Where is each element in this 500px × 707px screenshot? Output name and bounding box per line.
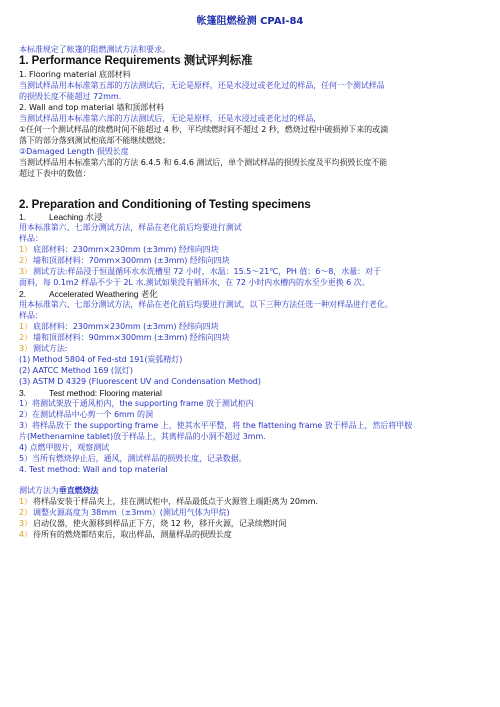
weathering-number: 2. xyxy=(19,289,26,299)
weathering-item-3 xyxy=(19,344,67,354)
leaching-item-1-text: 底部材料：230mm×230mm (±3mm) 经纬向四块 xyxy=(33,245,219,254)
weathering-item-1-text: 底部材料：230mm×230mm (±3mm) 经纬向四块 xyxy=(33,322,219,331)
vertical-method-name: 垂直燃烧法 xyxy=(58,486,99,495)
vertical-step-1-number: 1） xyxy=(19,497,32,506)
leaching-intro-a: 用本标准第六、七部分测试方法，样品在老化前后均要进行测试 xyxy=(19,223,242,232)
vertical-step-4-text: 待所有的燃烧都结束后，取出样品，测量样品的损毁长度 xyxy=(33,530,232,539)
weathering-intro-b: 样品： xyxy=(19,311,43,320)
wall-text: 当测试样品用本标准第六部的方法测试后，无论是原样，还是水浸过或老化过的样品， xyxy=(19,114,322,123)
criterion-2-text-b: 超过下表中的数值： xyxy=(19,169,91,178)
intro-text: 本标准规定了帐篷的阻燃测试方法和要求。 xyxy=(19,45,171,54)
vertical-step-3-number: 3） xyxy=(19,519,32,528)
weathering-heading xyxy=(19,289,158,299)
criterion-2-label: ②Damaged Length 损毁长度 xyxy=(19,147,129,156)
weathering-item-3-text: 测试方法: xyxy=(33,344,68,353)
flooring-step-5: 5）当所有燃烧停止后，通风，测试样品的损毁长度，记录数据。 xyxy=(19,454,247,463)
wall-label: 2. Wall and top material 墙和顶部材料 xyxy=(19,103,165,112)
leaching-item-1-number: 1） xyxy=(19,245,32,254)
doc-title: 帐篷阻燃检测 CPAI-84 xyxy=(196,16,304,27)
weathering-item-2-text: 墙和顶部材料：90mm×300mm (±3mm) 经纬向四块 xyxy=(33,333,230,342)
flooring-step-2: 2）在测试样品中心剪一个 6mm 的洞 xyxy=(19,410,153,419)
weathering-item-1-number: 1） xyxy=(19,322,32,331)
flooring-step-3-a: 3）将样品放于 the supporting frame 上，使其水平平整，将 the flattening frame 放于样品上，然后将甲胺 xyxy=(19,421,413,430)
weathering-item-2-number: 2） xyxy=(19,333,32,342)
criterion-2-text-a: 当测试样品用本标准第六部的方法 6.4.5 和 6.4.6 测试后，单个测试样品的损毁长度及平均损毁长度不能 xyxy=(19,158,388,167)
weathering-method-2: (2) AATCC Method 169 (氙灯) xyxy=(19,366,133,375)
leaching-number: 1. xyxy=(19,212,26,222)
flooring-text-b: 的损毁长度不能超过 72mm. xyxy=(19,92,122,101)
wall-test-heading: 4. Test method: Wall and top material xyxy=(19,465,168,474)
flooring-label: 1. Flooring material 底部材料 xyxy=(19,70,131,79)
weathering-label: Accelerated Weathering 老化 xyxy=(49,289,158,299)
flooring-step-3-b: 片(Methenamine tablet)放于样品上，其离样品的小洞不超过 3mm. xyxy=(19,432,266,441)
weathering-method-1: (1) Method 5804 of Fed-std 191(炭弧精灯) xyxy=(19,355,183,364)
vertical-step-4 xyxy=(19,530,232,540)
leaching-intro-b: 样品： xyxy=(19,234,43,243)
flooring-test-number: 3. xyxy=(19,388,26,398)
flooring-step-1: 1）将测试架放于通风柜内，the supporting frame 放于测试柜内 xyxy=(19,399,254,408)
weathering-method-3: (3) ASTM D 4329 (Fluorescent UV and Condensation Method) xyxy=(19,377,261,386)
weathering-item-1 xyxy=(19,322,219,332)
vertical-step-3 xyxy=(19,519,287,529)
leaching-item-3-text-a: 测试方法:样品浸于恒温循环水水洗槽里 72 小时，水温：15.5～21℃，PH 值：6～8，水量：对于 xyxy=(33,267,381,276)
vertical-step-1-text: 将样品安装于样品夹上，挂在测试柜中，样品最低点于火源管上端距离为 20mm. xyxy=(33,497,318,506)
leaching-label: Leaching 水浸 xyxy=(49,212,103,222)
leaching-item-2 xyxy=(19,256,230,266)
leaching-item-3-text-b: 面料，每 0.1m2 样品不少于 2L 水.测试如果没有循环水，在 72 小时内水槽内的水至少更换 6 次。 xyxy=(19,278,370,287)
vertical-step-4-number: 4） xyxy=(19,530,32,539)
vertical-method-label: 测试方法为 xyxy=(19,486,59,495)
criterion-1-a: ①任何一个测试样品的续燃时间不能超过 4 秒，平均续燃时间不超过 2 秒，燃烧过程中破损掉下来的或滴 xyxy=(19,125,389,134)
vertical-step-3-text: 启动仪器，使火源移到样品正下方，烧 12 秒，移开火源，记录续燃时间 xyxy=(33,519,287,528)
flooring-text-a: 当测试样品用本标准第五部的方法测试后，无论是原样，还是水浸过或老化过的样品，任何一个测试样品 xyxy=(19,81,385,90)
section-1-heading: 1. Performance Requirements 测试评判标准 xyxy=(19,55,253,67)
leaching-item-2-text: 墙和顶部材料：70mm×300mm (±3mm) 经纬向四块 xyxy=(33,256,230,265)
weathering-intro-a: 用本标准第六、七部分测试方法，样品在老化前后均要进行测试，以下三种方法任选一种对样品进行老化。 xyxy=(19,300,393,309)
flooring-step-4: 4) 点燃甲胺片，观察测试 xyxy=(19,443,110,452)
leaching-item-1 xyxy=(19,245,219,255)
leaching-item-2-number: 2） xyxy=(19,256,32,265)
weathering-item-2 xyxy=(19,333,230,343)
vertical-step-2 xyxy=(19,508,230,518)
leaching-item-3 xyxy=(19,267,381,277)
criterion-1-b: 落下的部分落到测试柜底部不能继续燃烧； xyxy=(19,136,171,145)
leaching-item-3-number: 3） xyxy=(19,267,32,276)
flooring-test-heading xyxy=(19,388,162,398)
weathering-item-3-number: 3） xyxy=(19,344,32,353)
leaching-heading xyxy=(19,212,102,222)
vertical-step-2-text: 调整火源高度为 38mm（±3mm）(测试用气体为甲烷) xyxy=(33,508,230,517)
section-2-heading: 2. Preparation and Conditioning of Testing specimens xyxy=(19,199,311,211)
vertical-step-1 xyxy=(19,497,318,507)
vertical-method-heading xyxy=(19,486,99,496)
vertical-step-2-number: 2） xyxy=(19,508,32,517)
flooring-test-label: Test method: Flooring material xyxy=(49,388,162,398)
